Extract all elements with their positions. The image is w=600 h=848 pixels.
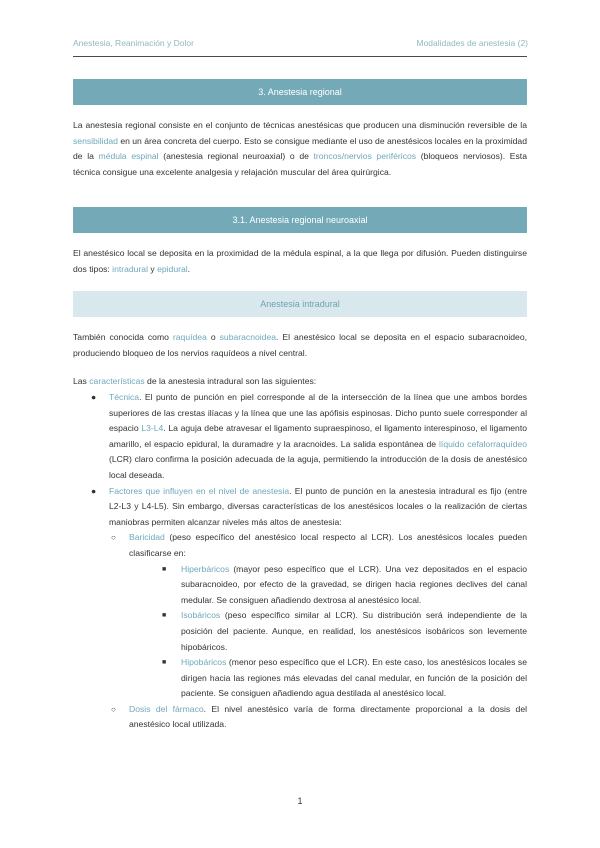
- bullet-icon: ●: [91, 392, 97, 402]
- list-item-isobaricos: ■ Isobáricos (peso específico similar al LCR). Su distribución será independiente de la posición del paciente. Aunque, en realidad, los anestésicos isobáricos son levemente hipobáricos.: [162, 610, 527, 652]
- subsection-title-intradural: Anestesia intradural: [73, 291, 527, 317]
- circle-bullet-icon: ○: [111, 704, 116, 714]
- caracteristicas-intro: Las características de la anestesia intradural son las siguientes:: [73, 376, 317, 386]
- neuroaxial-paragraph: El anestésico local se deposita en la proximidad de la médula espinal, a la que llega por difusión. Pueden distinguirse dos tipos: intradural y epidural.: [73, 248, 527, 274]
- intradural-paragraph: También conocida como raquídea o subaracnoidea. El anestésico local se deposita en el espacio subaracnoideo, produciendo bloqueo de los nervios raquídeos a nivel central.: [73, 332, 527, 358]
- caracteristicas-list: [73, 390, 527, 733]
- section-title-3-1: 3.1. Anestesia regional neuroaxial: [73, 207, 527, 233]
- list-item-dosis: ○ Dosis del fármaco. El nivel anestésico varía de forma directamente proporcional a la dosis del anestésico local utilizada.: [111, 703, 528, 730]
- square-bullet-icon: ■: [162, 565, 167, 573]
- list-item-baricidad: ○ Baricidad (peso específico del anestésico local respecto al LCR). Los anestésicos locales pueden clasificarse en:: [111, 532, 527, 558]
- list-item-hipobaricos: ■ Hipobáricos (menor peso específico que el LCR). En este caso, los anestésicos locales se dirigen hacia las regiones más elevadas del canal medular, en función de la posición del paciente. Se consiguen añadiendo agua destilada al anestésico local.: [162, 657, 527, 699]
- bullet-icon: ●: [91, 485, 97, 496]
- list-item-factores: ● Factores que influyen en el nivel de anestesia. El punto de punción en la anestesia intradural es fijo (entre L2-L3 y L4-L5). Sin embargo, diversas características de los anestésicos locales o la realización de ciertas maniobras permiten alcanzar niveles más altos de anestesia:: [91, 485, 527, 527]
- circle-bullet-icon: ○: [111, 533, 116, 543]
- square-bullet-icon: ■: [162, 659, 167, 667]
- intro-paragraph: La anestesia regional consiste en el conjunto de técnicas anestésicas que producen una disminución reversible de la sensibilidad en un área concreta del cuerpo. Esto se consigue mediante el uso de anestésicos locales en la proximidad de la médula espinal (anestesia regional neuroaxial) o de troncos/nervios periféricos (bloqueos nerviosos). Esta técnica consigue una excelente analgesia y relajación muscular del área quirúrgica.: [73, 120, 527, 177]
- page-number: 1: [297, 796, 303, 806]
- header-left: Anestesia, Reanimación y Dolor: [73, 38, 194, 48]
- list-item-tecnica: ● Técnica. El punto de punción en piel corresponde al de la intersección de la línea que une ambos bordes superiores de las crestas ilíacas y la línea que une las apófisis espinosas. Dicho punto suele corresponder al espacio L3-L4. La aguja debe atravesar el ligamento supraespinoso, el ligamento interespinoso, el ligamento amarillo, el espacio epidural, la duramadre y la aracnoides. La salida espontánea de líquido cefalorraquídeo (LCR) claro confirma la posición adecuada de la aguja, permitiendo la introducción de la dosis de anestésico local deseada.: [91, 392, 527, 480]
- list-item-hiperbaricos: ■ Hiperbáricos (mayor peso específico que el LCR). Una vez depositados en el espacio subaracnoideo, por efecto de la gravedad, se dirigen hacia regiones declives del canal medular. Se consiguen añadiendo dextrosa al anestésico local.: [162, 563, 527, 605]
- header-right: Modalidades de anestesia (2): [416, 38, 528, 48]
- square-bullet-icon: ■: [162, 612, 167, 620]
- section-title-3: 3. Anestesia regional: [73, 79, 527, 105]
- header-divider: [73, 56, 527, 57]
